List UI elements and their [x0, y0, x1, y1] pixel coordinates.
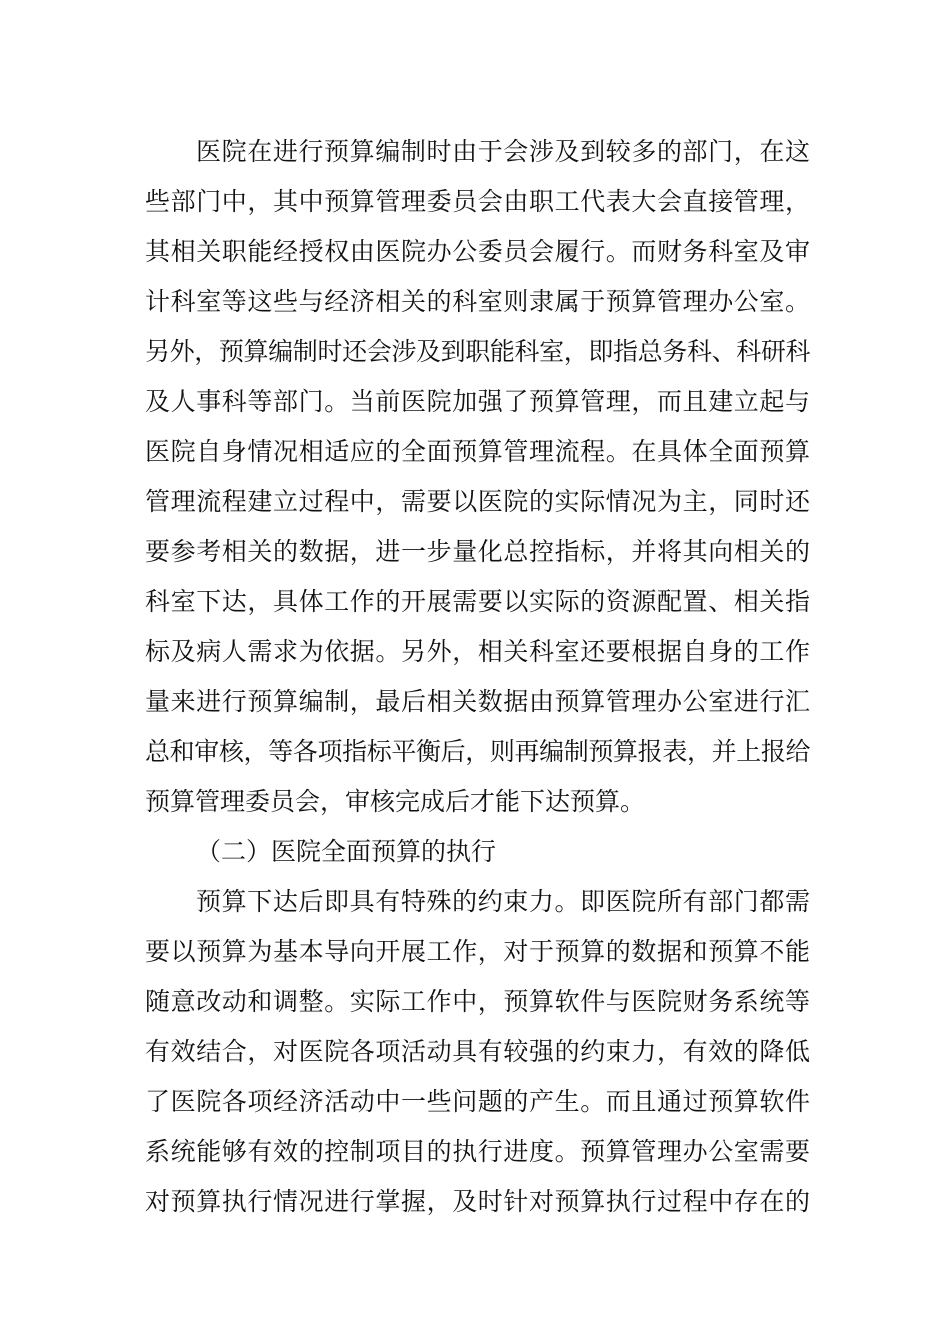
paragraph-line: 管理流程建立过程中，需要以医院的实际情况为主，同时还: [145, 487, 810, 516]
paragraph-line: 要参考相关的数据，进一步量化总控指标，并将其向相关的: [145, 537, 810, 566]
paragraph-line: 科室下达，具体工作的开展需要以实际的资源配置、相关指: [145, 587, 810, 616]
paragraph-line: 计科室等这些与经济相关的科室则隶属于预算管理办公室。: [145, 287, 810, 316]
paragraph-line: 医院自身情况相适应的全面预算管理流程。在具体全面预算: [145, 437, 810, 466]
paragraph-line: 要以预算为基本导向开展工作，对于预算的数据和预算不能: [145, 937, 810, 966]
paragraph-line: 及人事科等部门。当前医院加强了预算管理，而且建立起与: [145, 387, 810, 416]
paragraph-line: 些部门中，其中预算管理委员会由职工代表大会直接管理，: [145, 187, 810, 216]
paragraph-line: 另外，预算编制时还会涉及到职能科室，即指总务科、科研科: [145, 337, 810, 366]
paragraph-line: 量来进行预算编制，最后相关数据由预算管理办公室进行汇: [145, 687, 810, 716]
paragraph-line: 其相关职能经授权由医院办公委员会履行。而财务科室及审: [145, 237, 810, 266]
section-subheading: （二）医院全面预算的执行: [196, 837, 497, 866]
paragraph-line: 标及病人需求为依据。另外，相关科室还要根据自身的工作: [145, 637, 810, 666]
paragraph-line: 总和审核，等各项指标平衡后，则再编制预算报表，并上报给: [145, 737, 810, 766]
paragraph-line: 有效结合，对医院各项活动具有较强的约束力，有效的降低: [145, 1037, 810, 1066]
paragraph-line: 医院在进行预算编制时由于会涉及到较多的部门，在这: [196, 137, 810, 166]
paragraph-line: 了医院各项经济活动中一些问题的产生。而且通过预算软件: [145, 1087, 810, 1116]
paragraph-line: 预算下达后即具有特殊的约束力。即医院所有部门都需: [196, 887, 810, 916]
paragraph-line: 对预算执行情况进行掌握，及时针对预算执行过程中存在的: [145, 1187, 810, 1216]
paragraph-line: 随意改动和调整。实际工作中，预算软件与医院财务系统等: [145, 987, 810, 1016]
paragraph-line: 预算管理委员会，审核完成后才能下达预算。: [145, 787, 646, 816]
paragraph-line: 系统能够有效的控制项目的执行进度。预算管理办公室需要: [145, 1137, 810, 1166]
